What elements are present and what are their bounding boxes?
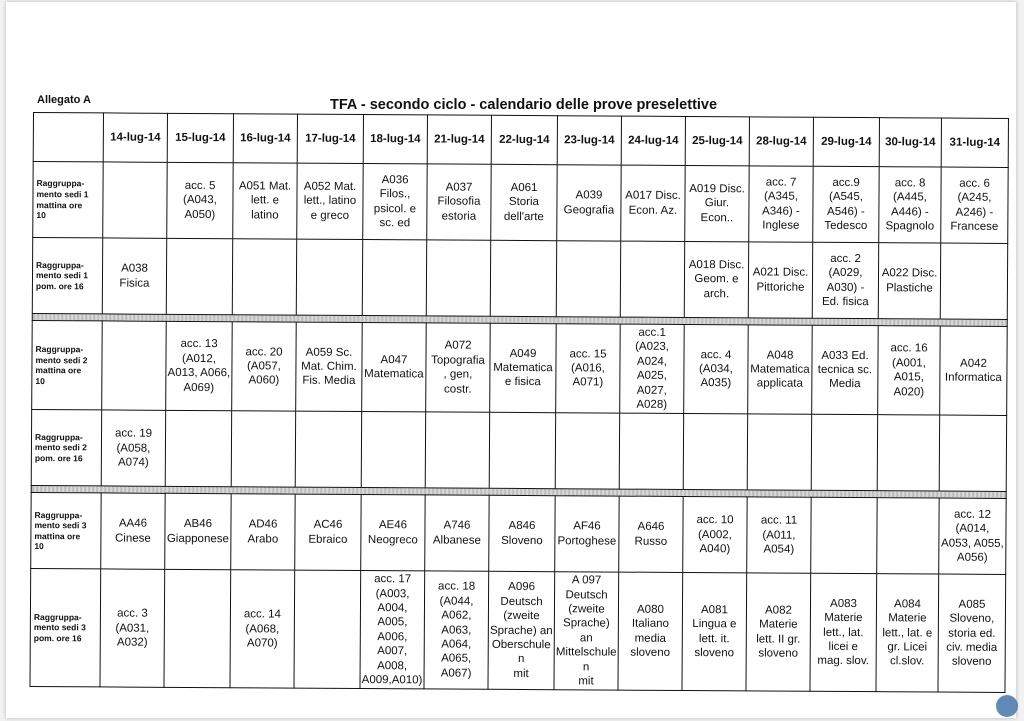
schedule-cell — [426, 240, 490, 316]
schedule-cell: A084 Materie lett., lat. e gr. Licei cl.slov. — [876, 574, 939, 692]
schedule-cell: acc. 11 (A011, A054) — [747, 497, 811, 573]
schedule-cell: acc. 15 (A016, A071) — [556, 324, 621, 414]
schedule-cell: acc. 7 (A345, A346) - Inglese — [749, 166, 813, 242]
schedule-cell: A047 Matematica — [362, 323, 427, 413]
table-row — [31, 493, 1006, 575]
schedule-cell — [232, 239, 296, 315]
schedule-cell — [166, 238, 232, 314]
schedule-cell — [231, 411, 295, 487]
schedule-cell: A085 Sloveno, storia ed. civ. media sloveno — [938, 574, 1006, 692]
row-group-label: Raggruppa- mento sedi 1 pom. ore 16 — [32, 238, 102, 314]
schedule-cell: acc. 2 (A029, A030) - Ed. fisica — [812, 242, 878, 318]
column-date-header: 31-lug-14 — [941, 118, 1008, 167]
column-date-header: 29-lug-14 — [813, 117, 879, 166]
column-date-header: 30-lug-14 — [879, 118, 941, 167]
schedule-cell: acc. 16 (A001, A015, A020) — [878, 326, 941, 416]
schedule-cell — [811, 415, 877, 491]
schedule-cell: A018 Disc. Geom. e arch. — [684, 241, 748, 317]
column-date-header: 15-lug-14 — [167, 113, 233, 162]
schedule-cell: AA46 Cinese — [101, 493, 165, 569]
schedule-cell: acc. 13 (A012, A013, A066, A069) — [166, 321, 233, 411]
schedule-cell: acc. 14 (A068, A070) — [230, 570, 295, 688]
schedule-cell: acc. 12 (A014, A053, A055, A056) — [939, 498, 1006, 574]
schedule-cell — [556, 241, 620, 317]
schedule-cell — [165, 411, 231, 487]
schedule-cell — [295, 411, 361, 487]
column-date-header: 17-lug-14 — [297, 114, 363, 163]
schedule-cell — [877, 498, 939, 574]
schedule-cell: A017 Disc. Econ. Az. — [621, 165, 685, 241]
column-date-header: 18-lug-14 — [363, 115, 427, 164]
row-group-label: Raggruppa- mento sedi 3 mattina ore 10 — [31, 493, 101, 569]
schedule-cell: acc. 8 (A445, A446) - Spagnolo — [879, 167, 941, 243]
schedule-cell: acc. 10 (A002, A040) — [683, 497, 747, 573]
table-row — [31, 410, 1006, 492]
schedule-cell: acc. 19 (A058, A074) — [101, 410, 165, 486]
schedule-cell — [103, 162, 167, 238]
table-row — [32, 320, 1008, 415]
column-date-header: 24-lug-14 — [621, 116, 685, 165]
schedule-cell: AD46 Arabo — [231, 494, 295, 570]
table-row — [33, 162, 1008, 244]
schedule-cell: A059 Sc. Mat. Chim. Fis. Media — [296, 322, 363, 412]
header-corner-cell — [33, 113, 103, 162]
schedule-cell: A039 Geografia — [557, 165, 621, 241]
table-row — [30, 569, 1006, 693]
schedule-cell — [940, 243, 1007, 319]
row-group-label: Raggruppa- mento sedi 1 mattina ore 10 — [33, 162, 103, 238]
schedule-cell — [164, 570, 231, 688]
attachment-label: Allegato A — [37, 94, 91, 106]
schedule-cell: A021 Disc. Pittoriche — [748, 242, 812, 318]
schedule-cell: acc. 17 (A003, A004, A005, A006, A007, A008, A009,A010) — [360, 571, 425, 689]
schedule-cell: A042 Informatica — [940, 326, 1008, 416]
column-date-header: 16-lug-14 — [233, 114, 297, 163]
schedule-cell: acc.1 (A023, A024, A025, A027, A028) — [620, 324, 685, 414]
schedule-cell: AE46 Neogreco — [361, 495, 425, 571]
schedule-cell: A646 Russo — [619, 496, 683, 572]
schedule-cell: A022 Disc. Plastiche — [878, 243, 940, 319]
schedule-cell: A052 Mat. lett., latino e greco — [297, 163, 363, 239]
schedule-cell: A746 Albanese — [425, 495, 489, 571]
schedule-cell — [362, 240, 426, 316]
schedule-cell — [619, 413, 683, 489]
schedule-cell: A096 Deutsch (zweite Sprache) an Oberschulen mit — [488, 572, 555, 690]
schedule-cell: A049 Matematica e fisica — [490, 323, 557, 413]
schedule-cell: A048 Matematica applicata — [748, 325, 813, 415]
row-group-label: Raggruppa- mento sedi 2 mattina ore 10 — [32, 320, 103, 410]
schedule-cell — [425, 412, 489, 488]
column-date-header: 22-lug-14 — [491, 115, 557, 164]
schedule-cell: AC46 Ebraico — [295, 494, 361, 570]
schedule-cell: acc.9 (A545, A546) - Tedesco — [813, 166, 879, 242]
schedule-cell: acc. 4 (A034, A035) — [684, 324, 749, 414]
schedule-cell — [620, 241, 684, 317]
schedule-cell: A037 Filosofia estoria — [427, 164, 491, 240]
schedule-cell: A019 Disc. Giur. Econ.. — [685, 165, 749, 241]
schedule-cell: acc. 6 (A245, A246) - Francese — [941, 167, 1008, 243]
schedule-cell — [102, 321, 167, 411]
schedule-cell: A061 Storia dell'arte — [491, 164, 557, 240]
schedule-cell — [294, 570, 361, 688]
schedule-cell — [877, 415, 939, 491]
schedule-cell: AF46 Portoghese — [555, 496, 619, 572]
header-row — [33, 113, 1008, 168]
table-row — [32, 238, 1007, 320]
column-date-header: 21-lug-14 — [427, 115, 491, 164]
column-date-header: 25-lug-14 — [685, 116, 749, 165]
schedule-cell: acc. 18 (A044, A062, A063, A064, A065, A067) — [424, 571, 489, 689]
schedule-cell: acc. 3 (A031, A032) — [100, 569, 165, 687]
document-title: TFA - secondo ciclo - calendario delle prove preselettive — [330, 97, 718, 113]
schedule-cell: A083 Materie lett., lat. licei e mag. slov. — [810, 574, 877, 692]
schedule-cell — [489, 413, 555, 489]
row-group-label: Raggruppa- mento sedi 2 pom. ore 16 — [31, 410, 101, 486]
schedule-cell: A033 Ed. tecnica sc. Media — [812, 325, 879, 415]
schedule-cell — [683, 414, 747, 490]
column-date-header: 28-lug-14 — [749, 117, 813, 166]
scroll-corner-icon — [996, 695, 1018, 717]
column-date-header: 14-lug-14 — [103, 113, 167, 162]
schedule-cell: A036 Filos., psicol. e sc. ed — [363, 164, 427, 240]
schedule-cell: A081 Lingua e lett. it. sloveno — [682, 573, 747, 691]
schedule-cell: A072 Topografia , gen, costr. — [426, 323, 491, 413]
schedule-body — [30, 162, 1008, 693]
column-date-header: 23-lug-14 — [557, 116, 621, 165]
schedule-cell — [361, 412, 425, 488]
schedule-cell — [747, 414, 811, 490]
schedule-cell: A846 Sloveno — [489, 496, 555, 572]
schedule-cell — [555, 413, 619, 489]
schedule-cell: A038 Fisica — [102, 238, 166, 314]
schedule-cell — [296, 239, 362, 315]
schedule-cell: A082 Materie lett. II gr. sloveno — [746, 573, 811, 691]
schedule-cell: AB46 Giapponese — [165, 494, 231, 570]
schedule-cell: acc. 20 (A057, A060) — [232, 322, 297, 412]
schedule-cell — [939, 415, 1006, 491]
schedule-table — [29, 112, 1008, 693]
schedule-cell: A 097 Deutsch (zweite Sprache) an Mittelschulen mit — [554, 572, 619, 690]
schedule-cell: A080 Italiano media sloveno — [618, 572, 683, 690]
schedule-cell — [490, 240, 556, 316]
schedule-cell: A051 Mat. lett. e latino — [233, 163, 297, 239]
row-group-label: Raggruppa- mento sedi 3 pom. ore 16 — [30, 569, 101, 687]
schedule-cell: acc. 5 (A043, A050) — [167, 162, 233, 238]
schedule-cell — [811, 498, 877, 574]
